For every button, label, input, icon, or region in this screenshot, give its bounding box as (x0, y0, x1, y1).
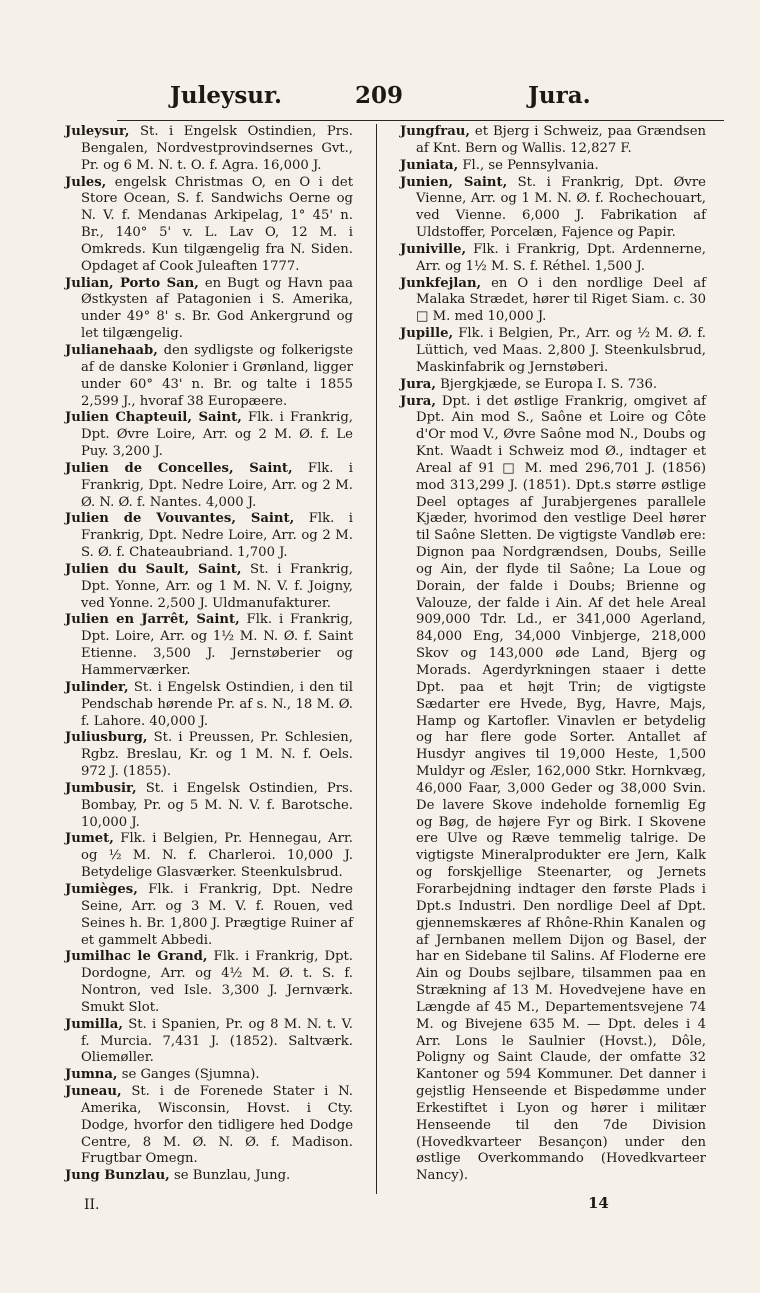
entry-headword: Julinder, (65, 679, 129, 695)
entry-text: se Ganges (Sjumna). (117, 1067, 260, 1083)
right-column (392, 124, 706, 1185)
entry-headword: Jungfrau, (400, 124, 470, 139)
dictionary-entry (392, 377, 706, 394)
page-header (60, 82, 700, 122)
dictionary-entry (57, 175, 353, 276)
entry-text: St. i Spanien, Pr. og 8 M. N. t. V. f. Murcia. 7,431 J. (1852). Saltværk. Oliemøller. (81, 1016, 353, 1066)
dictionary-entry (57, 562, 353, 613)
entry-headword: Julien du Sault, Saint, (65, 561, 242, 577)
entry-headword: Jumilhac le Grand, (65, 949, 208, 965)
entry-text: St. i de Forenede Stater i N. Amerika, Wisconsin, Hovst. i Cty. Dodge, hvorfor den tidligere hed Dodge Centre, 8 M. Ø. N. Ø. f. Madison. Frugtbar Omegn. (81, 1084, 353, 1167)
dictionary-entry (57, 511, 353, 562)
entry-headword: Juniata, (400, 157, 459, 173)
entry-headword: Jumbusir, (65, 780, 137, 796)
dictionary-entry (392, 124, 706, 158)
dictionary-entry (57, 276, 353, 343)
left-column (57, 124, 353, 1185)
entry-headword: Julianehaab, (65, 342, 158, 358)
entry-headword: Jung Bunzlau, (65, 1168, 170, 1184)
dictionary-entry (57, 831, 353, 882)
dictionary-entry (392, 326, 706, 377)
entry-headword: Jules, (65, 174, 107, 190)
entry-text: en O i den nordlige Deel af Malaka Strædet, hører til Riget Siam. c. 30 □ M. med 10,000 J. (416, 275, 706, 325)
column-divider (376, 124, 377, 1194)
entry-headword: Jumilla, (65, 1016, 123, 1032)
entry-text: St. i Frankrig, Dpt. Yonne, Arr. og 1 M. N. V. f. Joigny, ved Yonne. 2,500 J. Uldmanufakturer. (81, 561, 354, 611)
dictionary-entry (392, 242, 706, 276)
entry-headword: Juniville, (400, 241, 467, 257)
entry-text: St. i Frankrig, Dpt. Øvre Vienne, Arr. og 1 M. N. Ø. f. Rochechouart, ved Vienne. 6,000 J. Fabrikation af Uldstoffer, Porcelæn, Fajence og Papir. (416, 174, 706, 241)
dictionary-entry (57, 124, 353, 175)
entry-headword: Junkfejlan, (400, 275, 482, 291)
entry-text: Flk. i Frankrig, Dpt. Nedre Seine, Arr. og 3 M. V. f. Rouen, ved Seines h. Br. 1,800 J. Prægtige Ruiner af et gammelt Abbedi. (81, 881, 353, 948)
dictionary-entry (57, 680, 353, 731)
entry-headword: Juneau, (65, 1084, 122, 1100)
dictionary-entry (57, 730, 353, 781)
entry-text: Flk. i Frankrig, Dpt. Loire, Arr. og 1½ M. N. Ø. f. Saint Etienne. 3,500 J. Jernstøberier og Hammerværker. (81, 612, 353, 678)
entry-text: St. i Preussen, Pr. Schlesien, Rgbz. Breslau, Kr. og 1 M. N. f. Oels. 972 J. (1855). (81, 730, 353, 780)
dictionary-entry (392, 276, 706, 327)
entry-headword: Juleysur, (65, 124, 130, 139)
entry-headword: Jumna, (65, 1067, 118, 1083)
entry-text: Fl., se Pennsylvania. (458, 157, 599, 173)
dictionary-entry (57, 612, 353, 679)
running-head-right: Jura. (528, 82, 591, 109)
dictionary-entry (392, 158, 706, 175)
entry-headword: Jumet, (65, 831, 114, 847)
dictionary-entry (57, 1168, 353, 1185)
entry-headword: Julien de Vouvantes, Saint, (65, 511, 295, 527)
dictionary-entry (392, 394, 706, 1186)
signature-mark: II. (84, 1197, 100, 1213)
page-number: 209 (355, 82, 404, 109)
entry-headword: Julian, Porto San, (65, 275, 199, 291)
entry-text: Flk. i Belgien, Pr., Arr. og ½ M. Ø. f. Lüttich, ved Maas. 2,800 J. Steenkulsbrud, Maskinfabrik og Jernstøberi. (416, 326, 706, 375)
entry-text: Flk. i Belgien, Pr. Hennegau, Arr. og ½ M. N. f. Charleroi. 10,000 J. Betydelige Glasværker. Steenkulsbrud. (81, 831, 353, 881)
entry-text: den sydligste og folkerigste af de danske Kolonier i Grønland, ligger under 60° 43' n. Br. og talte i 1855 2,599 J., hvoraf 38 Europæere. (81, 342, 353, 409)
dictionary-entry (57, 1017, 353, 1068)
entry-text: St. i Engelsk Ostindien, i den til Pendschab hørende Pr. af s. N., 18 M. Ø. f. Lahore. 40,000 J. (81, 679, 353, 729)
entry-text: Flk. i Frankrig, Dpt. Nedre Loire, Arr. og 2 M. S. Ø. f. Chateaubriand. 1,700 J. (81, 511, 353, 561)
entry-text: Bjergkjæde, se Europa I. S. 736. (435, 376, 658, 392)
entry-headword: Jumièges, (65, 881, 138, 897)
entry-text: Flk. i Frankrig, Dpt. Ardennerne, Arr. og 1½ M. S. f. Réthel. 1,500 J. (416, 241, 706, 274)
entry-text: Flk. i Frankrig, Dpt. Nedre Loire, Arr. og 2 M. Ø. N. Ø. f. Nantes. 4,000 J. (81, 460, 353, 510)
entry-headword: Julien Chapteuil, Saint, (65, 410, 242, 426)
entry-headword: Junien, Saint, (400, 174, 508, 190)
entry-text: St. i Engelsk Ostindien, Prs. Bombay, Pr. og 5 M. N. V. f. Barotsche. 10,000 J. (81, 780, 353, 830)
dictionary-entry (57, 781, 353, 832)
sheet-number: 14 (588, 1194, 609, 1212)
entry-text: St. i Engelsk Ostindien, Prs. Bengalen, Nordvestprovindsernes Gvt., Pr. og 6 M. N. t. O. f. Agra. 16,000 J. (81, 124, 353, 173)
entry-text: Dpt. i det østlige Frankrig, omgivet af Dpt. Ain mod S., Saône et Loire og Côte d'Or mod V., Øvre Saône mod N., Doubs og Knt. Waadt i Schweiz mod Ø., indtager et Areal af 91 □ M. med 296,701 J. (1856) mod 313,299 J. (1851). Dpt.s større østlige Deel optages af Jurabjergenes parallele Kjæder, hvorimod den vestlige Deel hører til Saône Sletten. De vigtigste Vandløb ere: Dignon paa Nordgrændsen, Doubs, Seille og Ain, der flyde til Saône; La Loue og Dorain, der falde i Doubs; Brienne og Valouze, der falde i Ain. Af det hele Areal 909,000 Tdr. Ld., er 341,000 Agerland, 84,000 Eng, 34,000 Vinbjerge, 218,000 Skov og 143,000 øde Land, Bjerg og Morads. Agerdyrkningen staaer i dette Dpt. paa et højt Trin; de vigtigste Sædarter ere Hvede, Byg, Havre, Majs, Hamp og Kartofler. Vinavlen er betydelig og har flere gode Sorter. Antallet af Husdyr angives til 19,000 Heste, 1,500 Muldyr og Æsler, 162,000 Stkr. Hornkvæg, 46,000 Faar, 3,000 Geder og 38,000 Svin. De lavere Skove indeholde fornemlig Eg og Bøg, de højere Fyr og Birk. I Skovene ere Ulve og Ræve temmelig talrige. De vigtigste Mineralprodukter ere Jern, Kalk og forskjellige Steenarter, og Jernets Forarbejdning indtager den første Plads i Dpt.s Industri. Den nordlige Deel af Dpt. gjennemskæres af Rhône-Rhin Kanalen og af Jernbanen mellem Dijon og Basel, der har en Sidebane til Salins. Af Floderne ere Ain og Doubs sejlbare, tilsammen paa en Strækning af 13 M. Hovedvejene have en Længde af 45 M., Departementsvejene 74 M. og Bivejene 635 M. — Dpt. deles i 4 Arr. Lons le Saulnier (Hovst.), Dôle, Poligny og Saint Claude, der omfatte 32 Kantoner og 594 Kommuner. Det danner i gejstlig Henseende et Bispedømme under Erkestiftet i Lyon og hører i militær Henseende til den 7de Division (Hovedkvarteer Besançon) under den østlige Overkommando (Hovedkvarteer Nancy). (416, 393, 706, 1184)
entry-headword: Juliusburg, (65, 730, 148, 746)
dictionary-entry (57, 1067, 353, 1084)
entry-text: Flk. i Frankrig, Dpt. Øvre Loire, Arr. og 2 M. Ø. f. Le Puy. 3,200 J. (81, 410, 353, 460)
dictionary-entry (57, 410, 353, 461)
dictionary-entry (57, 461, 353, 512)
header-rule (117, 120, 724, 121)
entry-headword: Jupille, (400, 326, 454, 342)
entry-text: et Bjerg i Schweiz, paa Grændsen af Knt. Bern og Wallis. 12,827 F. (416, 124, 706, 156)
entry-text: se Bunzlau, Jung. (169, 1168, 291, 1184)
entry-text: Flk. i Frankrig, Dpt. Dordogne, Arr. og 4½ M. Ø. t. S. f. Nontron, ved Isle. 3,300 J. Jernværk. Smukt Slot. (81, 949, 353, 1015)
dictionary-entry (392, 175, 706, 242)
entry-headword: Julien de Concelles, Saint, (65, 460, 293, 476)
dictionary-entry (57, 949, 353, 1016)
entry-headword: Jura, (400, 393, 436, 409)
entry-text: en Bugt og Havn paa Østkysten af Patagonien i S. Amerika, under 49° 8' s. Br. God Ankergrund og let tilgængelig. (81, 275, 353, 342)
running-head-left: Juleysur. (170, 82, 283, 109)
dictionary-entry (57, 1084, 353, 1168)
dictionary-entry (57, 343, 353, 410)
entry-text: engelsk Christmas O, en O i det Store Ocean, S. f. Sandwichs Oerne og N. V. f. Mendanas Arkipelag, 1° 45' n. Br., 140° 5' v. L. Lav O, 12 M. i Omkreds. Kun tilgængelig fra N. Siden. Opdaget af Cook Juleaften 1777. (81, 174, 353, 274)
dictionary-entry (57, 882, 353, 949)
entry-headword: Julien en Jarrêt, Saint, (65, 612, 240, 628)
entry-headword: Jura, (400, 376, 436, 392)
